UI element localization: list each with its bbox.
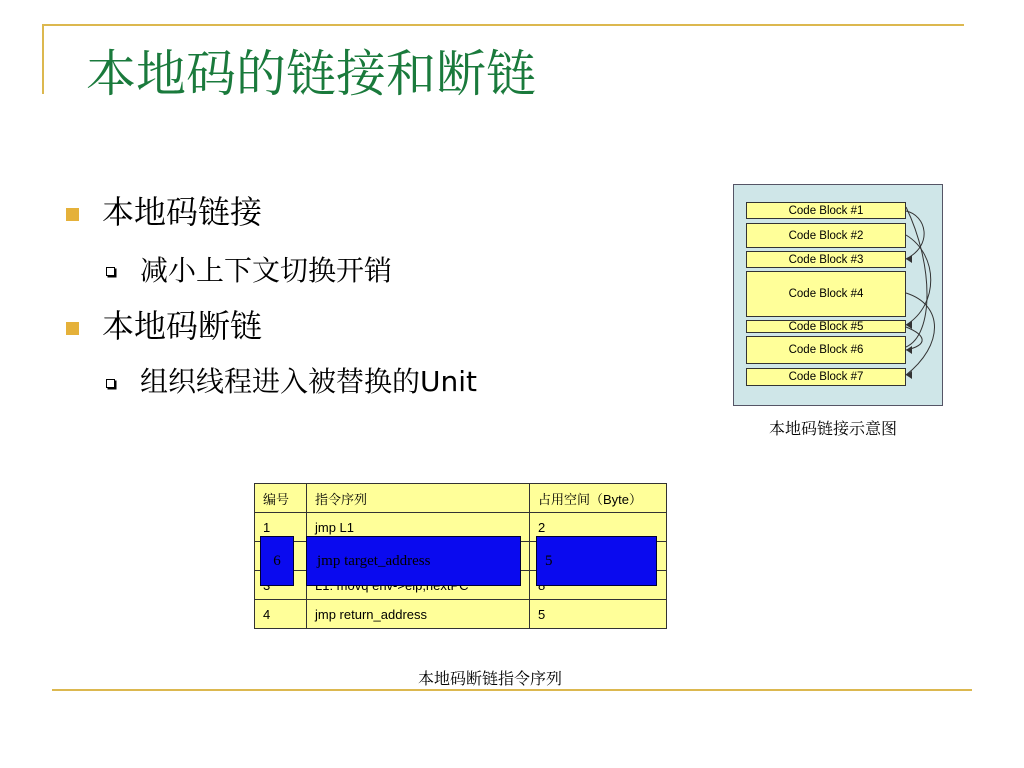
code-block-7: Code Block #7 bbox=[746, 368, 906, 386]
link-arrow-2-5 bbox=[906, 235, 931, 325]
bullet-native-unlink: 本地码断链 bbox=[102, 307, 263, 345]
code-block-diagram bbox=[733, 184, 943, 406]
code-block-5: Code Block #5 bbox=[746, 320, 906, 333]
overlay-instruction-box: jmp target_address bbox=[306, 536, 521, 586]
bullet-native-link: 本地码链接 bbox=[102, 193, 263, 231]
slide-title: 本地码的链接和断链 bbox=[86, 45, 536, 103]
cell-instruction: jmp return_address bbox=[307, 600, 530, 629]
code-block-3: Code Block #3 bbox=[746, 251, 906, 268]
cell-size: 5 bbox=[530, 600, 667, 629]
sub-bullet-box-icon bbox=[106, 267, 115, 276]
table-header-row bbox=[255, 484, 667, 513]
left-accent-line bbox=[42, 24, 44, 94]
code-block-4: Code Block #4 bbox=[746, 271, 906, 317]
header-index: 编号 bbox=[255, 484, 307, 513]
code-block-2: Code Block #2 bbox=[746, 223, 906, 248]
sub-bullet-context-switch: 减小上下文切换开销 bbox=[140, 254, 393, 287]
sub-bullet-box-icon bbox=[106, 379, 115, 388]
code-block-6: Code Block #6 bbox=[746, 336, 906, 364]
bullet-square-icon bbox=[66, 208, 79, 221]
link-arrow-5-6 bbox=[906, 327, 922, 350]
diagram-caption: 本地码链接示意图 bbox=[768, 419, 897, 438]
link-arrow-4-7 bbox=[906, 293, 935, 375]
table-caption: 本地码断链指令序列 bbox=[417, 669, 562, 688]
table-row bbox=[255, 600, 667, 629]
header-instruction: 指令序列 bbox=[307, 484, 530, 513]
overlay-index-box: 6 bbox=[260, 536, 294, 586]
cell-index: 1 bbox=[255, 513, 307, 542]
top-divider bbox=[42, 24, 964, 26]
overlay-size-box: 5 bbox=[536, 536, 657, 586]
cell-index: 4 bbox=[255, 600, 307, 629]
code-block-1: Code Block #1 bbox=[746, 202, 906, 219]
cell-size: 2 bbox=[530, 513, 667, 542]
cell-instruction: jmp L1 bbox=[307, 513, 530, 542]
bottom-divider bbox=[52, 689, 972, 691]
header-size: 占用空间（Byte） bbox=[530, 484, 667, 513]
sub-bullet-organize-thread: 组织线程进入被替换的Unit bbox=[140, 365, 477, 398]
link-arrows bbox=[734, 185, 944, 407]
bullet-square-icon bbox=[66, 322, 79, 335]
